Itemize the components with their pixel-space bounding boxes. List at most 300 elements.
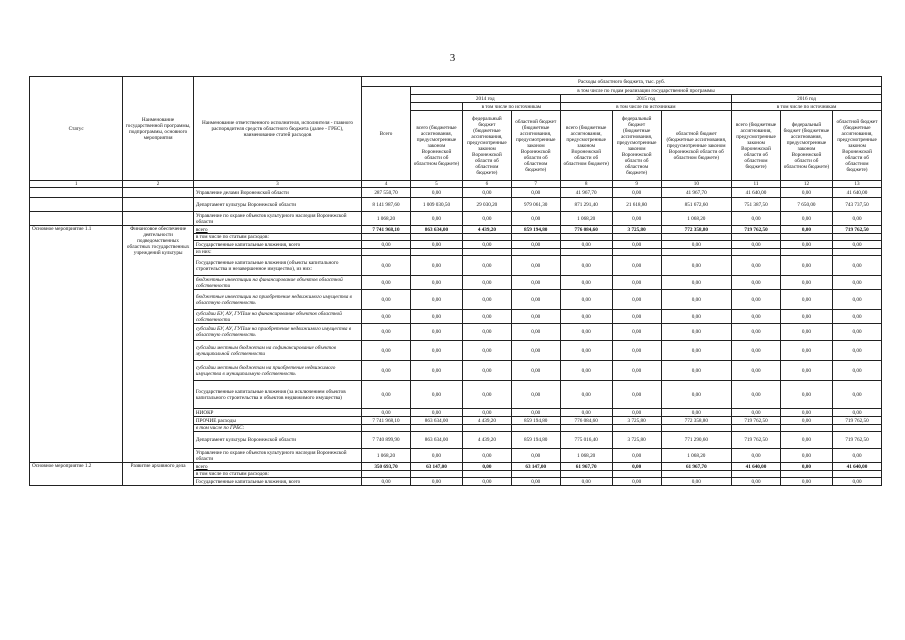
row-program-name — [123, 212, 194, 226]
row-executor: в том числе по статьям расходов: — [193, 471, 361, 478]
row-value: 0,00 — [410, 449, 462, 463]
row-value: 0,00 — [462, 310, 511, 324]
row-value: 350 693,70 — [362, 463, 411, 471]
row-value: 0,00 — [511, 310, 560, 324]
row-executor: Государственные капитальные вложения (за исключением объектов капитального строительства и объектов недвижимого имущества) — [193, 381, 361, 409]
table-row — [30, 198, 882, 212]
row-executor: Государственные капитальные вложения, всего — [193, 478, 361, 486]
row-value: 4 439,20 — [462, 432, 511, 449]
row-value: 0,00 — [661, 361, 732, 381]
header-src-federal: федеральный бюджет (бюджетные ассигнования, предусмотренные законом Воронежской области об областном бюджете) — [462, 111, 511, 181]
column-number: 6 — [462, 181, 511, 188]
row-value — [661, 249, 732, 256]
row-value: 0,00 — [462, 409, 511, 417]
row-value: 859 194,80 — [511, 417, 560, 425]
row-value: 719 762,50 — [732, 432, 781, 449]
header-src-total: всего (бюджетные ассигнования, предусмотренные законом Воронежской области об областном бюджете) — [732, 111, 781, 181]
table-row — [30, 463, 882, 471]
row-value — [661, 234, 732, 241]
column-number: 7 — [511, 181, 560, 188]
row-value: 0,00 — [832, 310, 881, 324]
row-value: 7 741 968,10 — [362, 226, 411, 234]
row-value — [560, 234, 612, 241]
row-value — [511, 234, 560, 241]
row-value — [732, 471, 781, 478]
row-value — [780, 234, 832, 241]
row-value: 0,00 — [511, 212, 560, 226]
row-value: 0,00 — [661, 241, 732, 249]
row-value: 0,00 — [410, 188, 462, 198]
row-executor: Государственные капитальные вложения, всего — [193, 241, 361, 249]
row-value: 4 439,20 — [462, 417, 511, 425]
row-executor: НИОКР — [193, 409, 361, 417]
row-value: 0,00 — [462, 478, 511, 486]
row-value: 0,00 — [560, 241, 612, 249]
row-value: 0,00 — [832, 361, 881, 381]
row-value: 0,00 — [832, 212, 881, 226]
row-value: 0,00 — [780, 256, 832, 276]
row-value: 0,00 — [612, 290, 661, 310]
row-status — [30, 198, 123, 212]
row-value — [661, 425, 732, 432]
table-row — [30, 212, 882, 226]
row-value: 0,00 — [410, 310, 462, 324]
row-value: 0,00 — [832, 449, 881, 463]
row-value — [511, 471, 560, 478]
header-blank — [410, 103, 462, 111]
header-src-federal: федеральный бюджет (бюджетные ассигнования, предусмотренные законом Воронежской области об областном бюджете) — [780, 111, 832, 181]
row-value: 0,00 — [462, 341, 511, 361]
row-value — [780, 425, 832, 432]
row-value: 0,00 — [462, 324, 511, 341]
row-value: 0,00 — [780, 361, 832, 381]
row-value: 0,00 — [560, 310, 612, 324]
row-value: 4 439,20 — [462, 226, 511, 234]
row-value: 0,00 — [612, 449, 661, 463]
row-value: 0,00 — [832, 290, 881, 310]
header-by-source: в том числе по источникам — [462, 103, 560, 111]
row-value: 287 550,70 — [362, 188, 411, 198]
row-value — [362, 471, 411, 478]
row-value: 3 725,80 — [612, 226, 661, 234]
row-value — [832, 234, 881, 241]
row-value: 0,00 — [362, 276, 411, 290]
row-value: 0,00 — [560, 478, 612, 486]
header-src-regional: областной бюджет (бюджетные ассигнования, предусмотренные законом Воронежской области об областном бюджете) — [832, 111, 881, 181]
row-value: 0,00 — [462, 463, 511, 471]
row-value: 0,00 — [511, 341, 560, 361]
header-expenses: Расходы областного бюджета, тыс. руб. — [362, 77, 882, 87]
row-value: 0,00 — [832, 409, 881, 417]
row-value: 719 762,50 — [832, 432, 881, 449]
header-total: Всего — [362, 87, 411, 181]
column-number: 12 — [780, 181, 832, 188]
row-value: 0,00 — [362, 290, 411, 310]
header-src-regional: областной бюджет (бюджетные ассигнования, предусмотренные законом Воронежской области об областном бюджете) — [661, 111, 732, 181]
row-value — [410, 471, 462, 478]
row-value: 0,00 — [612, 324, 661, 341]
row-value: 0,00 — [661, 290, 732, 310]
row-value: 0,00 — [832, 241, 881, 249]
row-value: 0,00 — [511, 449, 560, 463]
row-value: 0,00 — [732, 381, 781, 409]
row-executor: Департамент культуры Воронежской области — [193, 432, 361, 449]
row-value: 0,00 — [362, 361, 411, 381]
row-value: 0,00 — [612, 276, 661, 290]
header-by-years: в том числе по годам реализации государственной программы — [410, 87, 881, 95]
row-value: 0,00 — [832, 478, 881, 486]
row-value: 0,00 — [560, 256, 612, 276]
row-value: 0,00 — [410, 290, 462, 310]
row-value: 0,00 — [612, 256, 661, 276]
row-executor: Управление по охране объектов культурного наследия Воронежской области — [193, 449, 361, 463]
row-executor: из них: — [193, 249, 361, 256]
row-value: 0,00 — [612, 361, 661, 381]
row-value: 0,00 — [612, 409, 661, 417]
row-value: 7 650,00 — [780, 198, 832, 212]
row-value: 0,00 — [462, 241, 511, 249]
row-value: 0,00 — [511, 324, 560, 341]
row-value: 63 147,00 — [410, 463, 462, 471]
row-value: 0,00 — [832, 276, 881, 290]
column-number: 11 — [732, 181, 781, 188]
row-value — [362, 425, 411, 432]
row-value: 0,00 — [780, 324, 832, 341]
row-value: 0,00 — [832, 341, 881, 361]
row-value: 0,00 — [832, 381, 881, 409]
row-executor: ПРОЧИЕ расходы — [193, 417, 361, 425]
row-value: 1 068,20 — [560, 212, 612, 226]
row-value — [362, 249, 411, 256]
header-year-2014: 2014 год — [410, 95, 560, 103]
table-row — [30, 226, 882, 234]
row-value: 751 387,50 — [732, 198, 781, 212]
row-value: 0,00 — [732, 256, 781, 276]
row-value: 0,00 — [410, 276, 462, 290]
row-value: 0,00 — [560, 324, 612, 341]
row-value: 0,00 — [511, 188, 560, 198]
row-value: 1 068,20 — [362, 449, 411, 463]
table-row — [30, 188, 882, 198]
row-value: 0,00 — [462, 381, 511, 409]
row-value: 0,00 — [612, 310, 661, 324]
row-value: 0,00 — [410, 256, 462, 276]
row-value: 0,00 — [410, 409, 462, 417]
row-executor: бюджетные инвестиции на приобретение недвижимого имущества в областную собственность — [193, 290, 361, 310]
column-number: 13 — [832, 181, 881, 188]
row-value: 851 672,60 — [661, 198, 732, 212]
row-value: 863 634,00 — [410, 432, 462, 449]
row-value: 871 291,40 — [560, 198, 612, 212]
row-value: 0,00 — [612, 478, 661, 486]
column-number: 8 — [560, 181, 612, 188]
row-value: 719 762,50 — [832, 417, 881, 425]
row-value — [612, 471, 661, 478]
row-value: 41 967,70 — [560, 188, 612, 198]
row-value — [832, 471, 881, 478]
row-executor: Государственные капитальные вложения (объекты капитального строительства и незавершенное имущество), из них: — [193, 256, 361, 276]
row-value: 0,00 — [462, 290, 511, 310]
column-number: 4 — [362, 181, 411, 188]
row-value: 772 358,80 — [661, 417, 732, 425]
row-status: Основное мероприятие 1.2 — [30, 463, 123, 486]
page-number: 3 — [449, 52, 456, 64]
row-value — [511, 249, 560, 256]
row-value: 863 634,00 — [410, 417, 462, 425]
row-value — [780, 249, 832, 256]
row-program-name: Развитие архивного дела — [123, 463, 194, 486]
header-src-regional: областной бюджет (бюджетные ассигнования, предусмотренные законом Воронежской области об областном бюджете) — [511, 111, 560, 181]
row-value — [362, 234, 411, 241]
row-value — [832, 249, 881, 256]
row-value: 41 640,00 — [832, 188, 881, 198]
row-value: 0,00 — [732, 276, 781, 290]
header-executor: Наименование ответственного исполнителя, исполнителя - главного распорядителя средств областного бюджета (далее - ГРБС), наименование статей расходов — [193, 77, 361, 181]
row-value: 0,00 — [612, 241, 661, 249]
row-status: Основное мероприятие 1.1 — [30, 226, 123, 463]
row-value: 0,00 — [560, 290, 612, 310]
row-value: 0,00 — [780, 241, 832, 249]
row-value: 719 762,50 — [732, 226, 781, 234]
column-number: 9 — [612, 181, 661, 188]
row-value: 0,00 — [511, 361, 560, 381]
row-value — [462, 249, 511, 256]
row-value: 1 068,20 — [362, 212, 411, 226]
header-src-total: всего (бюджетные ассигнования, предусмотренные законом Воронежской области об областном бюджете) — [560, 111, 612, 181]
row-value: 0,00 — [780, 310, 832, 324]
row-executor: Департамент культуры Воронежской области — [193, 198, 361, 212]
row-value — [462, 234, 511, 241]
row-value: 0,00 — [780, 417, 832, 425]
row-value: 0,00 — [511, 381, 560, 409]
row-value — [560, 471, 612, 478]
row-value: 772 358,80 — [661, 226, 732, 234]
row-value: 0,00 — [362, 409, 411, 417]
column-number: 10 — [661, 181, 732, 188]
row-value: 0,00 — [832, 324, 881, 341]
row-value: 719 762,50 — [832, 226, 881, 234]
row-value — [410, 425, 462, 432]
row-value: 776 084,60 — [560, 226, 612, 234]
row-value: 21 618,80 — [612, 198, 661, 212]
row-value: 0,00 — [780, 449, 832, 463]
row-value: 0,00 — [362, 324, 411, 341]
row-value: 41 967,70 — [661, 188, 732, 198]
row-status — [30, 212, 123, 226]
row-executor: в том числе по статьям расходов: — [193, 234, 361, 241]
row-value — [612, 425, 661, 432]
row-executor: всего — [193, 463, 361, 471]
header-by-source: в том числе по источникам — [560, 103, 731, 111]
header-status: Статус — [30, 77, 123, 181]
row-value: 0,00 — [410, 324, 462, 341]
row-value: 3 725,80 — [612, 432, 661, 449]
row-value: 0,00 — [511, 409, 560, 417]
row-value: 0,00 — [362, 241, 411, 249]
row-executor: в том числе по ГРБС: — [193, 425, 361, 432]
row-value: 0,00 — [780, 432, 832, 449]
row-value: 0,00 — [462, 188, 511, 198]
row-value: 0,00 — [661, 409, 732, 417]
row-value: 0,00 — [732, 290, 781, 310]
row-value: 0,00 — [462, 212, 511, 226]
row-value: 0,00 — [780, 212, 832, 226]
row-value: 3 725,80 — [612, 417, 661, 425]
row-value: 0,00 — [732, 324, 781, 341]
row-value: 0,00 — [661, 381, 732, 409]
row-value: 1 068,20 — [661, 449, 732, 463]
row-value: 29 030,20 — [462, 198, 511, 212]
row-value: 41 640,00 — [732, 463, 781, 471]
row-value: 0,00 — [832, 256, 881, 276]
row-value: 0,00 — [410, 241, 462, 249]
column-number: 5 — [410, 181, 462, 188]
row-value: 8 141 987,60 — [362, 198, 411, 212]
row-value: 0,00 — [612, 188, 661, 198]
row-value: 979 061,30 — [511, 198, 560, 212]
row-value: 0,00 — [462, 449, 511, 463]
row-value — [832, 425, 881, 432]
row-value — [661, 471, 732, 478]
row-value — [612, 249, 661, 256]
row-value: 0,00 — [780, 276, 832, 290]
row-value: 0,00 — [462, 276, 511, 290]
row-value: 0,00 — [732, 341, 781, 361]
row-value: 0,00 — [362, 381, 411, 409]
row-executor: Управление делами Воронежской области — [193, 188, 361, 198]
row-executor: бюджетные инвестиции на финансирование объектов областной собственности — [193, 276, 361, 290]
row-value: 0,00 — [661, 324, 732, 341]
row-value: 0,00 — [780, 226, 832, 234]
row-value: 0,00 — [560, 361, 612, 381]
row-value: 0,00 — [362, 478, 411, 486]
row-value: 0,00 — [410, 361, 462, 381]
row-value: 0,00 — [732, 241, 781, 249]
row-value: 771 290,60 — [661, 432, 732, 449]
budget-table — [29, 76, 882, 486]
row-value: 0,00 — [362, 341, 411, 361]
row-value: 0,00 — [612, 341, 661, 361]
row-executor: субсидии местным бюджетам на приобретение недвижимого имущества в муниципальную собственность — [193, 361, 361, 381]
row-value: 775 016,40 — [560, 432, 612, 449]
row-value: 0,00 — [560, 381, 612, 409]
row-value: 0,00 — [511, 276, 560, 290]
row-value: 863 634,00 — [410, 226, 462, 234]
row-value: 0,00 — [780, 290, 832, 310]
row-value: 0,00 — [780, 478, 832, 486]
row-value — [732, 425, 781, 432]
row-value: 0,00 — [410, 478, 462, 486]
row-status — [30, 188, 123, 198]
row-executor: всего — [193, 226, 361, 234]
row-value: 61 967,70 — [661, 463, 732, 471]
row-executor: субсидии БУ, АУ, ГУПам на приобретение недвижимого имущества в областную собственность — [193, 324, 361, 341]
row-value: 0,00 — [511, 241, 560, 249]
row-value: 0,00 — [511, 290, 560, 310]
row-value: 0,00 — [780, 341, 832, 361]
row-value: 0,00 — [511, 478, 560, 486]
row-value: 0,00 — [661, 478, 732, 486]
row-value: 7 740 899,90 — [362, 432, 411, 449]
row-value: 0,00 — [462, 361, 511, 381]
row-executor: субсидии местным бюджетам на софинансирование объектов муниципальной собственности — [193, 341, 361, 361]
row-value: 0,00 — [560, 276, 612, 290]
row-value: 0,00 — [410, 381, 462, 409]
row-value: 0,00 — [410, 212, 462, 226]
row-value: 0,00 — [560, 341, 612, 361]
row-value: 0,00 — [732, 409, 781, 417]
row-value: 63 147,00 — [511, 463, 560, 471]
row-value: 743 737,50 — [832, 198, 881, 212]
row-value — [560, 249, 612, 256]
row-value: 0,00 — [511, 256, 560, 276]
row-value: 0,00 — [780, 381, 832, 409]
header-name: Наименование государственной программы, подпрограммы, основного мероприятия — [123, 77, 194, 181]
row-value: 0,00 — [732, 310, 781, 324]
header-src-federal: федеральный бюджет (бюджетные ассигнования, предусмотренные законом Воронежской области об областном бюджете) — [612, 111, 661, 181]
row-value: 1 009 030,50 — [410, 198, 462, 212]
row-value: 859 194,80 — [511, 226, 560, 234]
row-value: 0,00 — [661, 276, 732, 290]
row-value: 0,00 — [780, 188, 832, 198]
row-value: 0,00 — [732, 361, 781, 381]
row-value: 61 967,70 — [560, 463, 612, 471]
row-value: 0,00 — [732, 449, 781, 463]
row-value — [732, 249, 781, 256]
row-value: 0,00 — [732, 212, 781, 226]
row-value: 859 194,80 — [511, 432, 560, 449]
row-value: 0,00 — [362, 256, 411, 276]
row-value: 0,00 — [612, 463, 661, 471]
row-value: 0,00 — [661, 310, 732, 324]
row-value: 0,00 — [732, 478, 781, 486]
header-src-total: всего (бюджетные ассигнования, предусмотренные законом Воронежской области об областном бюджете) — [410, 111, 462, 181]
row-value: 0,00 — [661, 256, 732, 276]
row-value — [732, 234, 781, 241]
row-value: 0,00 — [780, 463, 832, 471]
row-value: 7 741 968,10 — [362, 417, 411, 425]
header-year-2016: 2016 год — [732, 95, 882, 103]
row-value: 0,00 — [362, 310, 411, 324]
row-value — [560, 425, 612, 432]
row-program-name: Финансовое обеспечение деятельности подведомственных областных государственных учреждений культуры — [123, 226, 194, 463]
row-value — [462, 425, 511, 432]
row-value — [780, 471, 832, 478]
row-value: 0,00 — [410, 341, 462, 361]
row-executor: субсидии БУ, АУ, ГУПам на финансирование объектов областной собственности — [193, 310, 361, 324]
row-value: 41 640,00 — [832, 463, 881, 471]
column-number: 3 — [193, 181, 361, 188]
row-program-name — [123, 198, 194, 212]
row-value: 0,00 — [780, 409, 832, 417]
row-value: 1 068,20 — [661, 212, 732, 226]
row-value: 0,00 — [612, 212, 661, 226]
row-value — [410, 249, 462, 256]
row-value: 0,00 — [612, 381, 661, 409]
header-year-2015: 2015 год — [560, 95, 731, 103]
row-value: 0,00 — [560, 409, 612, 417]
row-value: 776 084,60 — [560, 417, 612, 425]
row-value — [612, 234, 661, 241]
header-by-source: в том числе по источникам — [732, 103, 882, 111]
row-value: 1 068,20 — [560, 449, 612, 463]
row-value: 0,00 — [661, 341, 732, 361]
row-value: 41 640,00 — [732, 188, 781, 198]
row-value: 719 762,50 — [732, 417, 781, 425]
row-value: 0,00 — [462, 256, 511, 276]
row-value — [511, 425, 560, 432]
row-executor: Управление по охране объектов культурного наследия Воронежской области — [193, 212, 361, 226]
